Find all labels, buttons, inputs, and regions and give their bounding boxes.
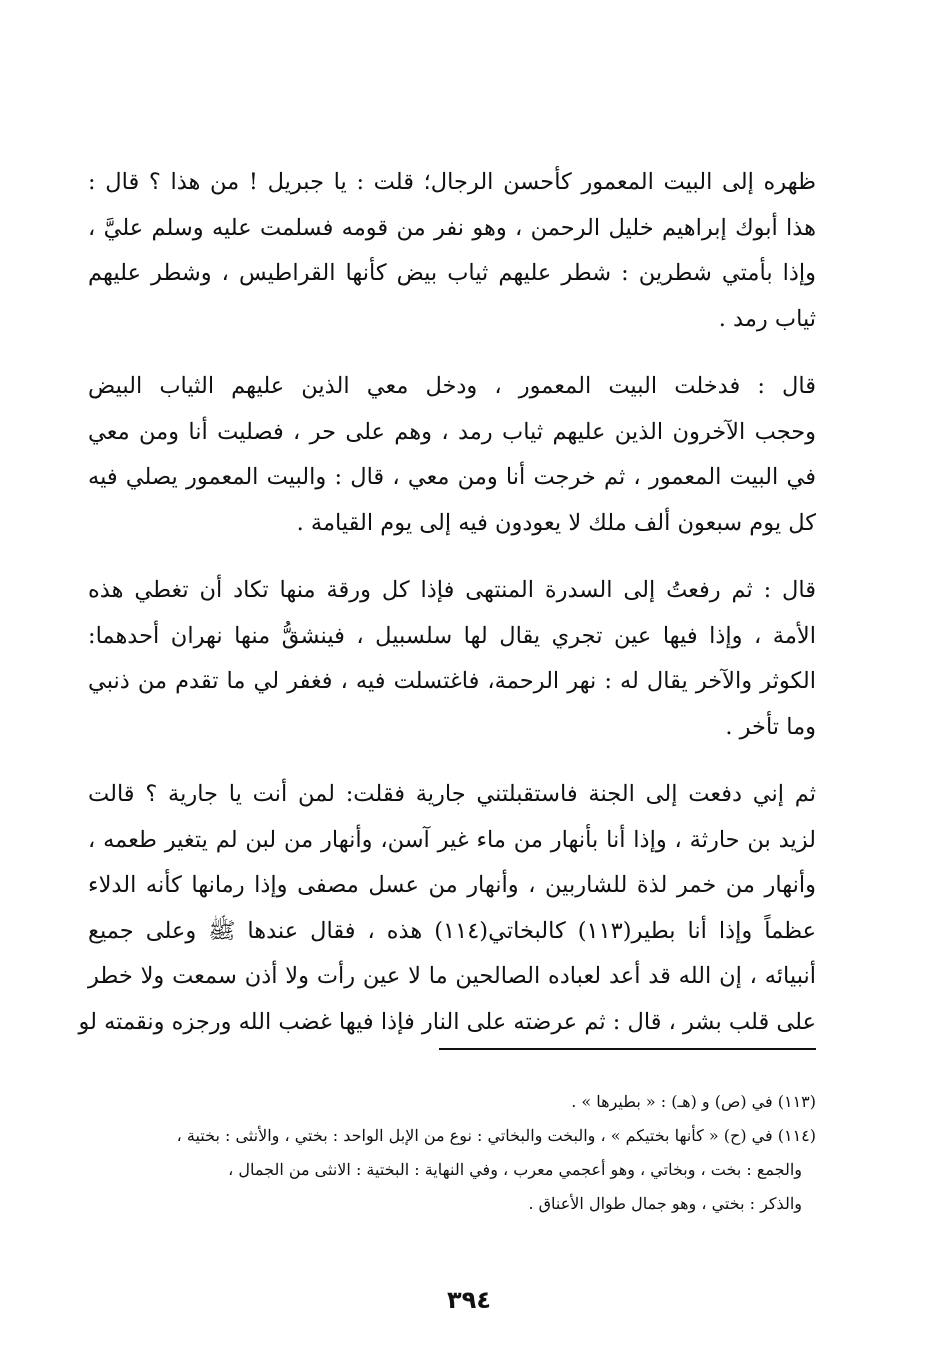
text-line: وأنهار من خمر لذة للشاربين ، وأنهار من عسل مصفى وإذا رمانها كأنه الدلاء — [88, 872, 816, 898]
footnote-114-continued: والذكر : بختي ، وهو جمال طوال الأعناق . — [528, 1194, 802, 1213]
text-line: وما تأخر . — [725, 713, 816, 740]
text-line: على قلب بشر ، قال : ثم عرضته على النار فإذا فيها غضب الله ورجزه ونقمته لو — [78, 1008, 816, 1035]
text-line: أنبيائه ، إن الله قد أعد لعباده الصالحين ما لا عين رأت ولا أذن سمعت ولا خطر — [88, 963, 816, 989]
text-line: هذا أبوك إبراهيم خليل الرحمن ، وهو نفر من قومه فسلمت عليه وسلم عليَّ ، — [88, 214, 816, 241]
text-line: ثياب رمد . — [718, 305, 816, 332]
footnote-114-continued: والجمع : بخت ، وبخاتي ، وهو أعجمي معرب ، وفي النهاية : البختية : الانثى من الجمال ، — [228, 1160, 802, 1179]
text-line: عظماً وإذا أنا بطير(١١٣) كالبخاتي(١١٤) هذه ، فقال عندها ﷺ وعلى جميع — [88, 917, 816, 944]
text-line: وإذا بأمتي شطرين : شطر عليهم ثياب بيض كأنها القراطيس ، وشطر عليهم — [88, 260, 816, 286]
text-line: كل يوم سبعون ألف ملك لا يعودون فيه إلى يوم القيامة . — [296, 509, 816, 536]
paragraph-1 — [88, 160, 816, 342]
text-line: قال : فدخلت البيت المعمور ، ودخل معي الذين عليهم الثياب البيض — [88, 373, 816, 399]
text-line: لزيد بن حارثة ، وإذا أنا بأنهار من ماء غير آسن، وأنهار من لبن لم يتغير طعمه ، — [88, 826, 816, 853]
paragraph-3 — [88, 568, 816, 750]
footnote-114: (١١٤) في (ح) « كأنها بختيكم » ، والبخت والبخاتي : نوع من الإبل الواحد : بختي ، والأنثى : بختية ، — [176, 1126, 816, 1145]
text-line: وحجب الآخرون الذين عليهم ثياب رمد ، وهم على حر ، فصليت أنا ومن معي — [88, 418, 816, 445]
footnote-113: (١١٣) في (ص) و (هـ) : « بطيرها » . — [571, 1092, 816, 1111]
text-line: ظهره إلى البيت المعمور كأحسن الرجال؛ قلت : يا جبريل ! من هذا ؟ قال : — [88, 169, 816, 195]
footnote-divider — [439, 1048, 816, 1050]
text-line: قال : ثم رفعتُ إلى السدرة المنتهى فإذا كل ورقة منها تكاد أن تغطي هذه — [88, 577, 816, 603]
text-line: ثم إني دفعت إلى الجنة فاستقبلتني جارية فقلت: لمن أنت يا جارية ؟ قالت — [88, 781, 816, 807]
text-line: الأمة ، وإذا فيها عين تجري يقال لها سلسبيل ، فينشقُّ منها نهران أحدهما: — [88, 622, 816, 649]
main-text — [78, 160, 816, 1067]
text-line: الكوثر والآخر يقال له : نهر الرحمة، فاغتسلت فيه ، فغفر لي ما تقدم من ذنبي — [88, 668, 816, 694]
page-number: ٣٩٤ — [447, 1286, 491, 1314]
text-line: في البيت المعمور ، ثم خرجت أنا ومن معي ، قال : والبيت المعمور يصلي فيه — [88, 464, 816, 490]
footnotes — [88, 1085, 816, 1221]
paragraph-4 — [78, 772, 816, 1045]
paragraph-2 — [88, 364, 816, 546]
